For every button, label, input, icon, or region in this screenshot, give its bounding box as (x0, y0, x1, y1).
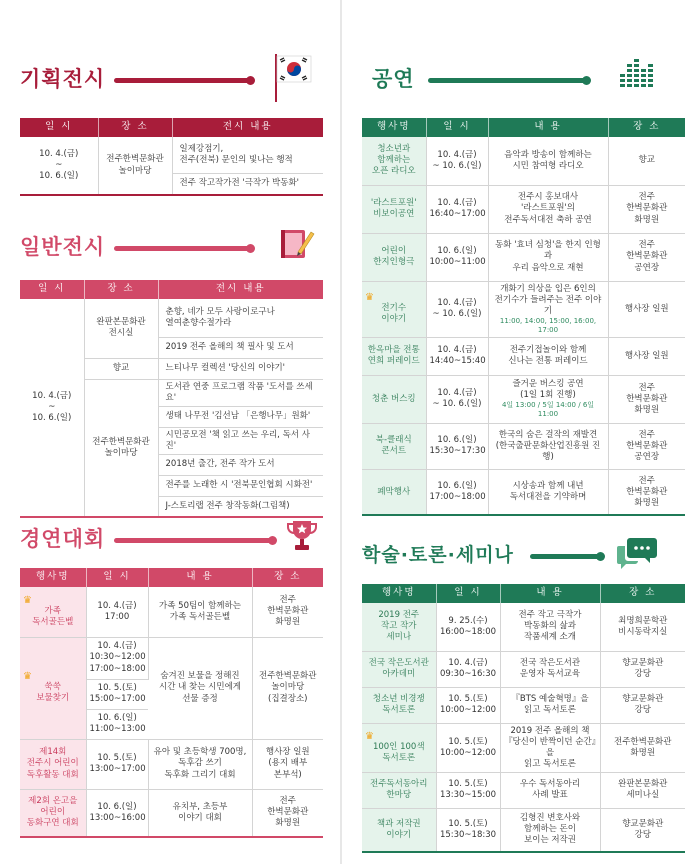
event-content: 음악과 방송이 함께하는 시민 참여형 라디오 (488, 137, 608, 185)
event-name: 청소년 비경쟁 독서토론 (362, 687, 436, 723)
col-header-place: 장 소 (252, 568, 323, 587)
col-header-place: 장 소 (600, 584, 685, 603)
table-row (362, 137, 685, 185)
event-place: 향교 (608, 137, 685, 185)
event-date: 10. 5.(토) 13:00~17:00 (86, 739, 148, 789)
title-rule (428, 78, 588, 83)
exhibition-date: 10. 4.(금) ~ 10. 6.(일) (20, 137, 98, 195)
event-name: 폐막행사 (362, 469, 426, 515)
exhibition-content: 생태 나무전 '김선남 「은행나무」원화' (158, 406, 323, 427)
event-content: 2019 전주 올해의 책 『당신이 반짝이던 순간』을 읽고 독서토론 (500, 723, 600, 772)
col-header-content: 전시 내용 (158, 280, 323, 299)
event-date: 10. 4.(금) ~ 10. 6.(일) (426, 281, 488, 337)
equalizer-icon (618, 54, 660, 95)
event-date: 10. 4.(금) ~ 10. 6.(일) (426, 137, 488, 185)
planned-exhibition-section (20, 60, 323, 196)
section-header (362, 60, 685, 100)
section-title: 기획전시 (20, 67, 106, 91)
event-name: 제2회 온고을 어린이 동화구연 대회 (20, 789, 86, 837)
section-header (20, 60, 323, 100)
event-name: 어린이 한지인형극 (362, 233, 426, 281)
table-row (362, 603, 685, 651)
event-place: 향교문화관 강당 (600, 651, 685, 687)
table-row (362, 375, 685, 423)
event-content: 개화기 의상을 입은 6인의 전기수가 들려주는 전주 이야기 (494, 283, 602, 316)
chat-bubbles-icon (616, 534, 658, 575)
event-name: 100인 100색 독서토론 (372, 741, 425, 763)
crown-icon: ♛ (23, 670, 32, 682)
event-date: 10. 5.(토) 15:30~18:30 (436, 808, 500, 852)
performance-section (362, 60, 685, 516)
event-place: 완판본문화관 세미나실 (600, 772, 685, 808)
event-date: 10. 6.(일) 10:00~11:00 (426, 233, 488, 281)
col-header-content: 내 용 (488, 118, 608, 137)
col-header-event: 행사명 (20, 568, 86, 587)
contest-table (20, 568, 323, 838)
trophy-icon (286, 518, 318, 559)
event-place: 행사장 일원 (용지 배부 본부석) (252, 739, 323, 789)
event-date: 9. 25.(수) 16:00~18:00 (436, 603, 500, 651)
event-name-cell (20, 637, 86, 739)
event-name: 책과 저작권 이야기 (362, 808, 436, 852)
event-name: 전주독서동아리 한마당 (362, 772, 436, 808)
exhibition-place: 전주한벽문화관 놀이마당 (84, 379, 158, 517)
table-row (362, 772, 685, 808)
table-row (362, 469, 685, 515)
event-content: 시상송과 함께 내년 독서대전을 기약하며 (488, 469, 608, 515)
seminar-section (362, 536, 685, 853)
event-date: 10. 5.(토) 10:00~12:00 (436, 723, 500, 772)
section-header (362, 536, 685, 576)
event-content: 한국의 숨은 걸작의 재발견 (한국출판문화산업진흥원 진행) (488, 423, 608, 469)
event-name: 한옥마을 전통 연희 퍼레이드 (362, 337, 426, 375)
exhibition-place: 완판본문화관 전시실 (84, 299, 158, 358)
section-header (20, 228, 323, 268)
performance-table (362, 118, 685, 516)
event-name: 제14회 전주시 어린이 독후활동 대회 (20, 739, 86, 789)
title-rule (114, 538, 274, 543)
table-row (362, 651, 685, 687)
event-date: 10. 5.(토) 13:30~15:00 (436, 772, 500, 808)
exhibition-content: 전주를 노래한 시 '전북문인협회 시화전' (158, 475, 323, 496)
event-name: 전국 작은도서관 아카데미 (362, 651, 436, 687)
col-header-date: 일 시 (436, 584, 500, 603)
table-row (20, 739, 323, 789)
event-place: 행사장 일원 (608, 281, 685, 337)
seminar-table (362, 584, 685, 853)
event-place: 전주 한벽문화관 화명원 (608, 469, 685, 515)
crown-icon: ♛ (365, 292, 374, 304)
event-content: 우수 독서동아리 사례 발표 (500, 772, 600, 808)
event-date: 10. 4.(금) 10:30~12:00 17:00~18:00 (86, 637, 148, 679)
event-place: 최명희문학관 비시동락지실 (600, 603, 685, 651)
table-row (362, 723, 685, 772)
event-content: 즐거운 버스킹 공연 (1일 1회 진행) (512, 379, 584, 401)
table-row (362, 808, 685, 852)
event-content: 김형진 변호사와 함께하는 돈이 보이는 저작권 (500, 808, 600, 852)
event-content: 전주시 홍보대사 '라스트포원'의 전주독서대전 축하 공연 (488, 185, 608, 233)
col-header-date: 일 시 (20, 118, 98, 137)
exhibition-place: 향교 (84, 358, 158, 379)
left-column (0, 0, 340, 864)
title-rule (114, 78, 252, 83)
table-row (20, 789, 323, 837)
event-name: 쑥쑥 보물찾기 (36, 681, 70, 703)
right-column (342, 0, 700, 864)
event-name: 전기수 이야기 (381, 303, 407, 325)
col-header-date: 일 시 (426, 118, 488, 137)
general-exhibition-table (20, 280, 323, 518)
event-name: 가족 독서골든벨 (32, 605, 74, 627)
event-content: 전주 작고 극작가 박동화의 삶과 작품세계 소개 (500, 603, 600, 651)
event-content: 『BTS 예술혁명』을 읽고 독서토론 (500, 687, 600, 723)
col-header-content: 내 용 (148, 568, 252, 587)
event-place: 전주 한벽문화관 공연장 (608, 233, 685, 281)
col-header-place: 장 소 (98, 118, 172, 137)
event-place: 전주한벽문화관 화명원 (600, 723, 685, 772)
event-times: 11:00, 14:00, 15:00, 16:00, 17:00 (499, 316, 597, 334)
exhibition-content: J-스토리랩 전주 창작동화(그림책) (158, 496, 323, 517)
event-date: 10. 4.(금) 17:00 (86, 587, 148, 637)
exhibition-content: 도서관 연중 프로그램 작품 '도서를 쓰세요' (158, 379, 323, 406)
table-row (20, 587, 323, 637)
event-place: 행사장 일원 (608, 337, 685, 375)
event-name: '라스트포원' 비보이공연 (362, 185, 426, 233)
table-row (362, 337, 685, 375)
table-row (362, 281, 685, 337)
event-date: 10. 4.(금) 16:40~17:00 (426, 185, 488, 233)
section-title: 경연대회 (20, 527, 106, 551)
table-row (362, 687, 685, 723)
section-title: 일반전시 (20, 235, 106, 259)
col-header-place: 장 소 (608, 118, 685, 137)
event-content: 동화 '효녀 심청'을 한지 인형과 우리 음악으로 재현 (488, 233, 608, 281)
event-content: 유아 및 초등학생 700명, 독후감 쓰기 독후화 그리기 대회 (148, 739, 252, 789)
exhibition-content: 느티나무 컬렉션 '당신의 이야기' (158, 358, 323, 379)
exhibition-content: 춘향, 네가 모두 사랑이로구나 열여춘향수절가라 (158, 299, 323, 337)
event-place: 전주 한벽문화관 화명원 (608, 375, 685, 423)
event-content-cell (488, 281, 608, 337)
exhibition-content: 전주 작고작가전 '극작가 박동화' (172, 173, 323, 195)
event-name-cell (362, 281, 426, 337)
event-date: 10. 6.(일) 13:00~16:00 (86, 789, 148, 837)
event-place: 전주 한벽문화관 화명원 (252, 789, 323, 837)
general-exhibition-section (20, 228, 323, 518)
korean-flag-icon (274, 52, 314, 109)
event-date: 10. 6.(일) 15:30~17:30 (426, 423, 488, 469)
event-content: 전주기접놀이와 함께 신나는 전통 퍼레이드 (488, 337, 608, 375)
event-place: 향교문화관 강당 (600, 687, 685, 723)
event-name: 2019 전주 작고 작가 세미나 (362, 603, 436, 651)
event-date: 10. 6.(일) 11:00~13:00 (86, 709, 148, 739)
event-date: 10. 6.(일) 17:00~18:00 (426, 469, 488, 515)
crown-icon: ♛ (365, 730, 374, 742)
event-place: 전주한벽문화관 놀이마당 (집결장소) (252, 637, 323, 739)
event-place: 전주 한벽문화관 공연장 (608, 423, 685, 469)
section-title: 공연 (372, 67, 415, 91)
event-date: 10. 5.(토) 15:00~17:00 (86, 679, 148, 709)
event-content: 가족 50팀이 함께하는 가족 독서골든벨 (148, 587, 252, 637)
event-times: 4일 13:00 / 5일 14:00 / 6일 11:00 (501, 401, 595, 419)
title-rule (530, 554, 602, 559)
event-content: 숨겨진 보물을 정해진 시간 내 찾는 시민에게 선물 증정 (148, 637, 252, 739)
contest-section (20, 520, 323, 838)
event-date: 10. 4.(금) 14:40~15:40 (426, 337, 488, 375)
col-header-content: 내 용 (500, 584, 600, 603)
table-row (362, 185, 685, 233)
event-name-cell (20, 587, 86, 637)
col-header-date: 일 시 (86, 568, 148, 587)
exhibition-place: 전주한벽문화관 놀이마당 (98, 137, 172, 195)
table-row (362, 423, 685, 469)
col-header-event: 행사명 (362, 584, 436, 603)
event-content: 전국 작은도서관 운영자 독서교육 (500, 651, 600, 687)
event-date: 10. 4.(금) 09:30~16:30 (436, 651, 500, 687)
col-header-place: 장 소 (84, 280, 158, 299)
crown-icon: ♛ (23, 594, 32, 606)
section-header (20, 520, 323, 560)
event-date: 10. 4.(금) ~ 10. 6.(일) (426, 375, 488, 423)
event-name: 청춘 버스킹 (362, 375, 426, 423)
planned-exhibition-table (20, 118, 323, 196)
title-rule (114, 246, 252, 251)
col-header-date: 일 시 (20, 280, 84, 299)
event-content: 유치부, 초등부 이야기 대회 (148, 789, 252, 837)
exhibition-content: 2019 전주 올해의 책 필사 및 도서 (158, 337, 323, 358)
exhibition-content: 시민공모전 '책 읽고 쓰는 우리, 독서 사진' (158, 427, 323, 454)
col-header-content: 전시 내용 (172, 118, 323, 137)
exhibition-content: 일제강점기, 전주(전북) 문인의 빛나는 행적 (172, 137, 323, 173)
section-title: 학술·토론·세미나 (362, 544, 514, 566)
event-place: 전주 한벽문화관 화명원 (252, 587, 323, 637)
event-name: 청소년과 함께하는 오픈 라디오 (362, 137, 426, 185)
event-place: 전주 한벽문화관 화명원 (608, 185, 685, 233)
event-place: 향교문화관 강당 (600, 808, 685, 852)
event-name: 북-클래식 콘서트 (362, 423, 426, 469)
exhibition-content: 2018년 출간, 전주 작가 도서 (158, 454, 323, 475)
event-date: 10. 5.(토) 10:00~12:00 (436, 687, 500, 723)
notebook-pencil-icon (278, 226, 316, 267)
col-header-event: 행사명 (362, 118, 426, 137)
exhibition-date: 10. 4.(금) ~ 10. 6.(일) (20, 299, 84, 517)
table-row (20, 637, 323, 679)
table-row (362, 233, 685, 281)
event-content-cell (488, 375, 608, 423)
event-name-cell (362, 723, 436, 772)
